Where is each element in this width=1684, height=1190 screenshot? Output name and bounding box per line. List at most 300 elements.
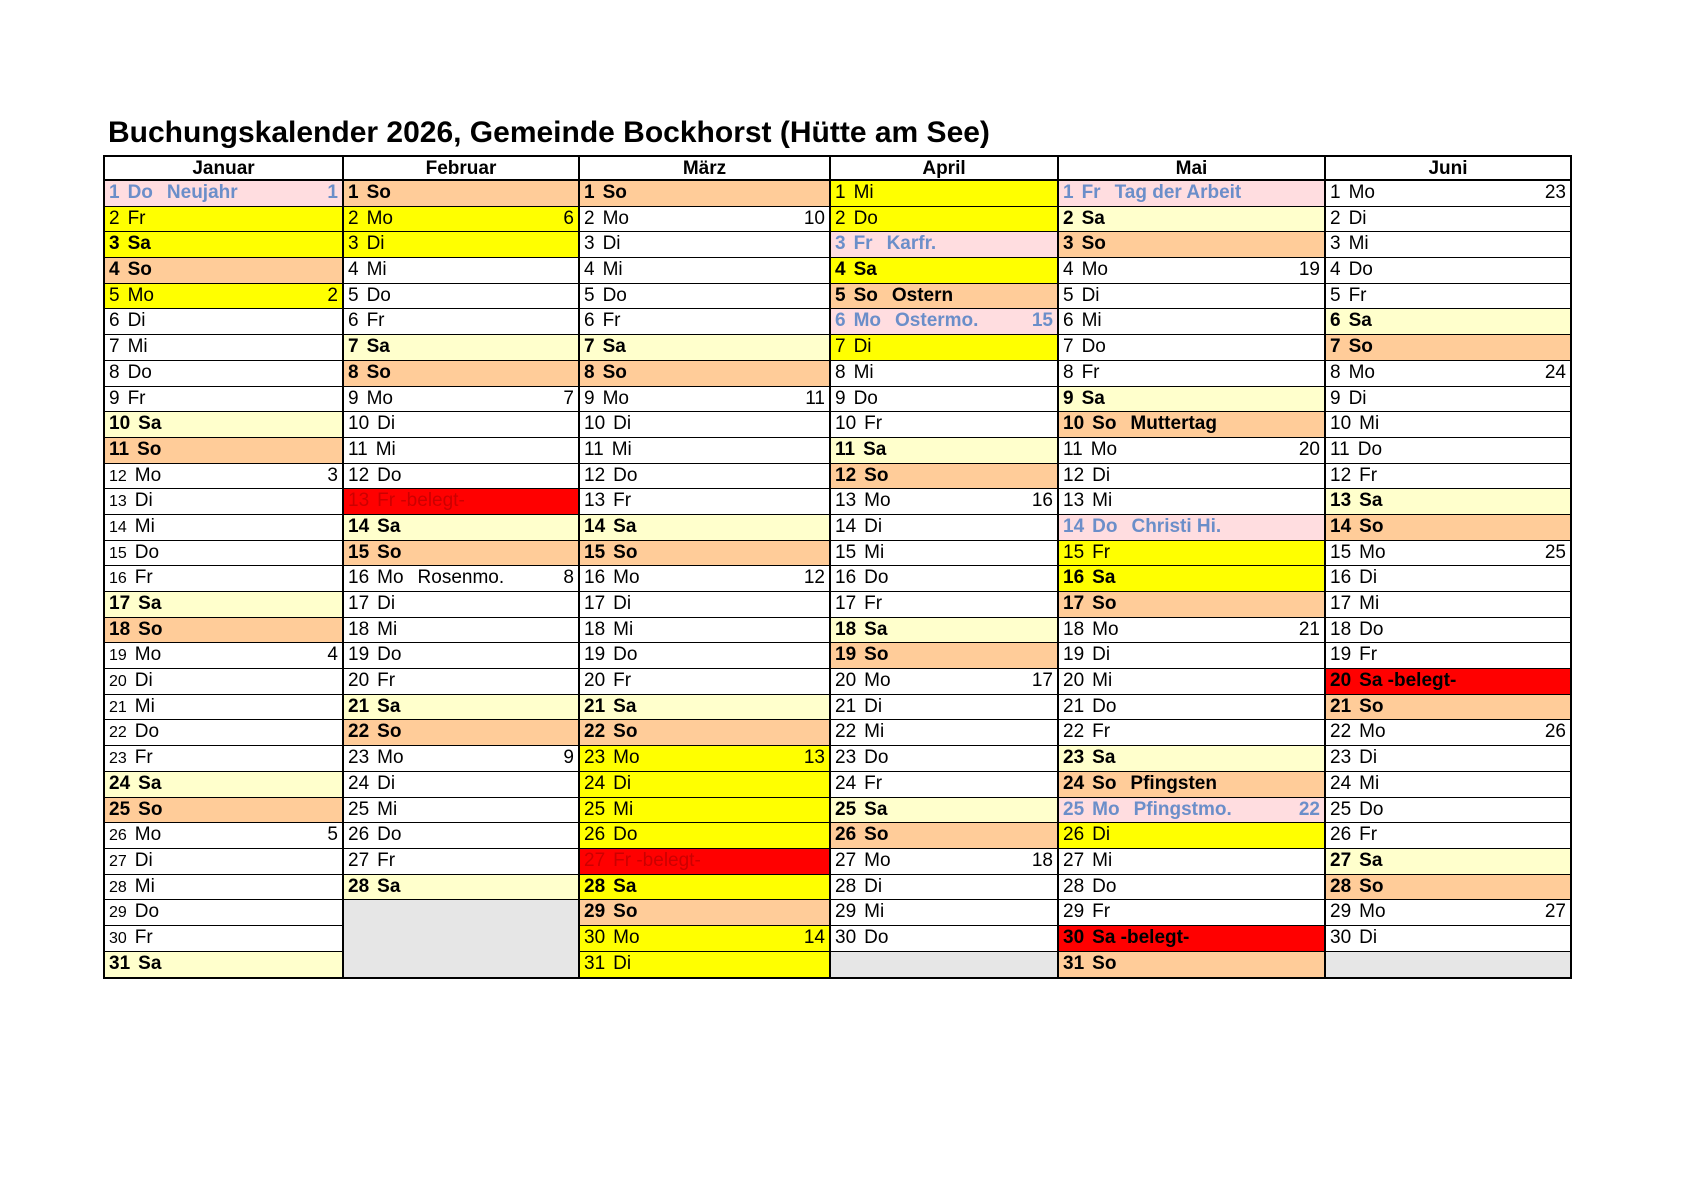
- day-number: 21: [109, 698, 127, 716]
- day-cell[interactable]: [1326, 669, 1570, 695]
- day-cell[interactable]: [344, 309, 578, 335]
- day-cell[interactable]: [1326, 335, 1570, 361]
- day-cell[interactable]: [344, 592, 578, 618]
- day-number: 16: [835, 567, 857, 589]
- weekday-label: So: [613, 541, 638, 563]
- weekday-label: Mi: [602, 259, 623, 281]
- empty-cell: [344, 900, 578, 977]
- weekday-label: Do: [127, 361, 152, 383]
- day-cell[interactable]: [344, 849, 578, 875]
- weekday-label: So: [1092, 772, 1117, 794]
- day-cell[interactable]: [105, 618, 342, 644]
- day-cell[interactable]: [1059, 258, 1324, 284]
- month-column: [344, 157, 580, 977]
- day-cell[interactable]: [1059, 515, 1324, 541]
- day-number: 19: [1330, 644, 1352, 666]
- day-cell[interactable]: [1059, 592, 1324, 618]
- weekday-label: So: [366, 361, 391, 383]
- day-number: 24: [1330, 772, 1352, 794]
- day-cell[interactable]: [344, 258, 578, 284]
- day-cell[interactable]: [1059, 849, 1324, 875]
- day-number: 6: [109, 310, 120, 332]
- day-number: 15: [584, 541, 606, 563]
- day-cell[interactable]: [1326, 464, 1570, 490]
- day-cell[interactable]: [831, 258, 1057, 284]
- week-number: 12: [803, 567, 825, 589]
- day-cell[interactable]: [1326, 412, 1570, 438]
- day-cell[interactable]: [580, 515, 829, 541]
- day-cell[interactable]: [1326, 720, 1570, 746]
- day-cell[interactable]: [1059, 618, 1324, 644]
- weekday-label: Sa: [138, 413, 162, 435]
- day-cell[interactable]: [1326, 798, 1570, 824]
- day-number: 29: [109, 904, 127, 922]
- day-number: 23: [584, 747, 606, 769]
- weekday-label: Sa: [377, 695, 401, 717]
- day-number: 28: [584, 875, 606, 897]
- day-cell[interactable]: [1326, 695, 1570, 721]
- day-number: 21: [584, 695, 606, 717]
- weekday-label: Fr: [613, 670, 632, 692]
- weekday-label: Sa: [1092, 747, 1116, 769]
- day-cell[interactable]: [580, 772, 829, 798]
- day-cell[interactable]: [831, 284, 1057, 310]
- day-number: 5: [109, 284, 120, 306]
- day-number: 22: [1063, 721, 1085, 743]
- day-cell[interactable]: [105, 438, 342, 464]
- weekday-label: Di: [1359, 926, 1378, 948]
- day-cell[interactable]: [580, 746, 829, 772]
- day-number: 4: [1330, 259, 1341, 281]
- day-cell[interactable]: [580, 232, 829, 258]
- weekday-label: So: [138, 798, 163, 820]
- day-cell[interactable]: [580, 387, 829, 413]
- day-cell[interactable]: [1326, 772, 1570, 798]
- day-cell[interactable]: [1326, 926, 1570, 952]
- day-cell[interactable]: [580, 309, 829, 335]
- day-cell[interactable]: [580, 952, 829, 978]
- day-cell[interactable]: [1326, 258, 1570, 284]
- day-number: 22: [835, 721, 857, 743]
- weekday-label: Do: [366, 284, 391, 306]
- week-number: 11: [805, 387, 825, 409]
- day-cell[interactable]: [1326, 618, 1570, 644]
- day-cell[interactable]: [1059, 412, 1324, 438]
- day-cell[interactable]: [1059, 207, 1324, 233]
- day-cell[interactable]: [1059, 926, 1324, 952]
- day-number: 2: [835, 207, 846, 229]
- day-cell[interactable]: [1059, 900, 1324, 926]
- day-cell[interactable]: [580, 438, 829, 464]
- weekday-label: Do: [1092, 515, 1118, 537]
- day-cell[interactable]: [1326, 592, 1570, 618]
- day-cell[interactable]: [344, 464, 578, 490]
- day-cell[interactable]: [831, 361, 1057, 387]
- day-cell[interactable]: [1059, 309, 1324, 335]
- day-cell[interactable]: [344, 489, 578, 515]
- day-number: 3: [835, 233, 846, 255]
- day-cell[interactable]: [344, 207, 578, 233]
- day-cell[interactable]: [105, 669, 342, 695]
- day-cell[interactable]: [580, 489, 829, 515]
- day-cell[interactable]: [1326, 515, 1570, 541]
- day-cell[interactable]: [580, 464, 829, 490]
- day-cell[interactable]: [105, 207, 342, 233]
- day-cell[interactable]: [105, 695, 342, 721]
- day-number: 6: [1330, 310, 1341, 332]
- day-number: 31: [1063, 952, 1085, 974]
- weekday-label: Sa: [1081, 207, 1105, 229]
- day-cell[interactable]: [344, 541, 578, 567]
- day-cell[interactable]: [1326, 489, 1570, 515]
- day-cell[interactable]: [105, 412, 342, 438]
- day-cell[interactable]: [344, 515, 578, 541]
- week-number: 8: [563, 567, 574, 589]
- week-number: 16: [1031, 490, 1053, 512]
- day-cell[interactable]: [580, 798, 829, 824]
- weekday-label: Sa: [138, 952, 162, 974]
- weekday-label: So: [864, 464, 889, 486]
- holiday-note: Rosenmo.: [417, 567, 505, 589]
- day-cell[interactable]: [344, 181, 578, 207]
- day-cell[interactable]: [1059, 695, 1324, 721]
- weekday-label: Fr: [134, 567, 153, 589]
- weekday-label: Do: [1359, 798, 1384, 820]
- week-number: 5: [327, 824, 338, 846]
- day-cell[interactable]: [344, 823, 578, 849]
- day-cell[interactable]: [105, 515, 342, 541]
- day-cell[interactable]: [105, 720, 342, 746]
- weekday-label: So: [377, 541, 402, 563]
- week-number: 18: [1031, 849, 1053, 871]
- day-cell[interactable]: [1059, 387, 1324, 413]
- day-cell[interactable]: [1059, 335, 1324, 361]
- day-cell[interactable]: [831, 746, 1057, 772]
- day-cell[interactable]: [344, 361, 578, 387]
- weekday-label: Do: [134, 541, 160, 563]
- weekday-label: So: [1348, 336, 1373, 358]
- day-number: 25: [348, 798, 370, 820]
- day-cell[interactable]: [1059, 438, 1324, 464]
- day-cell[interactable]: [105, 875, 342, 901]
- day-number: 19: [109, 647, 127, 665]
- day-cell[interactable]: [1326, 387, 1570, 413]
- day-cell[interactable]: [580, 695, 829, 721]
- day-number: 9: [835, 387, 846, 409]
- day-cell[interactable]: [105, 361, 342, 387]
- weekday-label: Fr: [613, 490, 632, 512]
- day-cell[interactable]: [831, 489, 1057, 515]
- day-cell[interactable]: [831, 592, 1057, 618]
- weekday-label: Mo: [864, 849, 891, 871]
- weekday-label: Di: [134, 490, 153, 512]
- weekday-label: Mi: [853, 361, 874, 383]
- day-cell[interactable]: [580, 720, 829, 746]
- day-cell[interactable]: [105, 258, 342, 284]
- day-cell[interactable]: [344, 438, 578, 464]
- day-number: 21: [348, 695, 370, 717]
- day-cell[interactable]: [1326, 232, 1570, 258]
- day-cell[interactable]: [344, 232, 578, 258]
- day-cell[interactable]: [580, 541, 829, 567]
- day-cell[interactable]: [344, 798, 578, 824]
- week-number: 24: [1544, 361, 1566, 383]
- day-cell[interactable]: [344, 695, 578, 721]
- day-cell[interactable]: [1059, 772, 1324, 798]
- day-cell[interactable]: [1059, 181, 1324, 207]
- weekday-label: Sa: [127, 233, 151, 255]
- day-cell[interactable]: [1059, 361, 1324, 387]
- day-cell[interactable]: [580, 926, 829, 952]
- week-number: 15: [1031, 310, 1053, 332]
- day-cell[interactable]: [1326, 566, 1570, 592]
- day-number: 14: [109, 518, 127, 536]
- day-cell[interactable]: [580, 823, 829, 849]
- day-cell[interactable]: [105, 541, 342, 567]
- day-cell[interactable]: [105, 232, 342, 258]
- day-number: 17: [584, 593, 606, 614]
- day-number: 7: [109, 336, 120, 358]
- day-cell[interactable]: [831, 772, 1057, 798]
- day-cell[interactable]: [831, 438, 1057, 464]
- day-cell[interactable]: [105, 464, 342, 490]
- day-cell[interactable]: [831, 798, 1057, 824]
- day-cell[interactable]: [580, 592, 829, 618]
- day-number: 21: [835, 695, 857, 717]
- day-cell[interactable]: [1059, 798, 1324, 824]
- day-cell[interactable]: [1059, 643, 1324, 669]
- day-cell[interactable]: [344, 875, 578, 901]
- day-number: 23: [1063, 747, 1085, 769]
- day-cell[interactable]: [344, 643, 578, 669]
- day-cell[interactable]: [1326, 207, 1570, 233]
- day-number: 26: [835, 824, 857, 846]
- day-cell[interactable]: [580, 181, 829, 207]
- day-cell[interactable]: [831, 207, 1057, 233]
- day-cell[interactable]: [105, 643, 342, 669]
- day-cell[interactable]: [831, 515, 1057, 541]
- day-cell[interactable]: [831, 541, 1057, 567]
- day-cell[interactable]: [831, 232, 1057, 258]
- weekday-label: Do: [127, 182, 153, 203]
- day-number: 1: [835, 182, 846, 203]
- week-number: 27: [1544, 901, 1566, 923]
- day-cell[interactable]: [344, 284, 578, 310]
- day-cell[interactable]: [1326, 823, 1570, 849]
- week-number: 14: [803, 926, 825, 948]
- day-cell[interactable]: [1326, 875, 1570, 901]
- day-cell[interactable]: [105, 309, 342, 335]
- day-cell[interactable]: [831, 387, 1057, 413]
- month-header: Januar: [105, 157, 342, 181]
- day-number: 19: [584, 644, 606, 666]
- day-cell[interactable]: [1059, 875, 1324, 901]
- day-number: 18: [1330, 618, 1352, 640]
- day-cell[interactable]: [344, 669, 578, 695]
- day-number: 28: [1330, 875, 1352, 897]
- day-cell[interactable]: [580, 284, 829, 310]
- day-cell[interactable]: [580, 875, 829, 901]
- day-cell[interactable]: [344, 772, 578, 798]
- weekday-label: Do: [1092, 695, 1117, 717]
- day-number: 9: [584, 387, 595, 409]
- day-cell[interactable]: [580, 207, 829, 233]
- day-cell[interactable]: [831, 618, 1057, 644]
- day-number: 19: [348, 644, 370, 666]
- day-number: 3: [1063, 233, 1074, 255]
- day-cell[interactable]: [580, 643, 829, 669]
- weekday-label: Mi: [1359, 772, 1380, 794]
- day-cell[interactable]: [831, 669, 1057, 695]
- weekday-label: Fr: [1081, 361, 1100, 383]
- holiday-note: Tag der Arbeit: [1114, 182, 1242, 203]
- day-cell[interactable]: [831, 875, 1057, 901]
- day-cell[interactable]: [105, 849, 342, 875]
- day-number: 15: [109, 544, 127, 562]
- weekday-label: Mi: [611, 438, 632, 460]
- day-cell[interactable]: [105, 284, 342, 310]
- day-cell[interactable]: [580, 335, 829, 361]
- day-number: 18: [109, 618, 131, 640]
- day-cell[interactable]: [831, 720, 1057, 746]
- day-number: 13: [109, 493, 127, 511]
- day-cell[interactable]: [1326, 746, 1570, 772]
- day-cell[interactable]: [105, 952, 342, 978]
- day-cell[interactable]: [1326, 643, 1570, 669]
- day-cell[interactable]: [580, 566, 829, 592]
- day-cell[interactable]: [1059, 823, 1324, 849]
- day-number: 27: [1063, 849, 1085, 871]
- day-cell[interactable]: [105, 926, 342, 952]
- week-number: 13: [803, 747, 825, 769]
- day-cell[interactable]: [1326, 284, 1570, 310]
- weekday-label: Di: [1348, 207, 1367, 229]
- day-cell[interactable]: [105, 489, 342, 515]
- day-cell[interactable]: [1059, 489, 1324, 515]
- week-number: 2: [327, 284, 338, 306]
- day-cell[interactable]: [105, 900, 342, 926]
- day-cell[interactable]: [1326, 541, 1570, 567]
- day-cell[interactable]: [1059, 566, 1324, 592]
- day-cell[interactable]: [1326, 438, 1570, 464]
- day-cell[interactable]: [831, 335, 1057, 361]
- weekday-label: Mi: [134, 695, 155, 717]
- day-cell[interactable]: [105, 772, 342, 798]
- day-cell[interactable]: [105, 335, 342, 361]
- day-cell[interactable]: [1059, 284, 1324, 310]
- day-number: 1: [109, 182, 120, 203]
- day-cell[interactable]: [1059, 541, 1324, 567]
- weekday-label: Mo: [864, 490, 891, 512]
- day-cell[interactable]: [344, 720, 578, 746]
- day-cell[interactable]: [580, 900, 829, 926]
- day-cell[interactable]: [1059, 746, 1324, 772]
- day-cell[interactable]: [344, 746, 578, 772]
- day-cell[interactable]: [344, 387, 578, 413]
- day-cell[interactable]: [344, 566, 578, 592]
- day-cell[interactable]: [105, 592, 342, 618]
- day-cell[interactable]: [831, 412, 1057, 438]
- day-cell[interactable]: [1059, 232, 1324, 258]
- day-cell[interactable]: [105, 823, 342, 849]
- day-cell[interactable]: [1326, 900, 1570, 926]
- week-number: 25: [1544, 541, 1566, 563]
- day-cell[interactable]: [831, 695, 1057, 721]
- day-cell[interactable]: [105, 798, 342, 824]
- day-cell[interactable]: [344, 335, 578, 361]
- day-cell[interactable]: [344, 618, 578, 644]
- day-cell[interactable]: [105, 746, 342, 772]
- day-number: 1: [584, 182, 595, 203]
- day-number: 4: [1063, 259, 1074, 281]
- weekday-label: Mi: [1092, 490, 1113, 512]
- calendar-grid: [103, 155, 1572, 979]
- weekday-label: Do: [1359, 618, 1384, 640]
- weekday-label: Di: [127, 310, 146, 332]
- weekday-label: Fr: [853, 233, 873, 255]
- day-cell[interactable]: [580, 412, 829, 438]
- weekday-label: So: [138, 618, 163, 640]
- month-column: [831, 157, 1059, 977]
- day-cell[interactable]: [344, 412, 578, 438]
- weekday-label: Sa: [613, 515, 637, 537]
- weekday-label: Di: [1348, 387, 1367, 409]
- day-cell[interactable]: [1326, 849, 1570, 875]
- day-cell[interactable]: [1326, 181, 1570, 207]
- day-number: 20: [348, 670, 370, 692]
- weekday-label: Di: [1081, 284, 1100, 306]
- day-cell[interactable]: [580, 361, 829, 387]
- weekday-label: So: [1092, 593, 1117, 614]
- day-cell[interactable]: [580, 849, 829, 875]
- day-cell[interactable]: [831, 643, 1057, 669]
- day-cell[interactable]: [580, 258, 829, 284]
- weekday-label: Di: [1092, 464, 1111, 486]
- weekday-label: Fr: [134, 926, 153, 948]
- day-number: 12: [348, 464, 370, 486]
- weekday-label: Do: [134, 721, 160, 743]
- day-cell[interactable]: [831, 464, 1057, 490]
- day-cell[interactable]: [1059, 669, 1324, 695]
- day-cell[interactable]: [1059, 720, 1324, 746]
- weekday-label: Mi: [864, 721, 885, 743]
- day-cell[interactable]: [580, 669, 829, 695]
- day-number: 22: [1330, 721, 1352, 743]
- day-cell[interactable]: [105, 181, 342, 207]
- day-number: 26: [1330, 824, 1352, 846]
- day-cell[interactable]: [105, 566, 342, 592]
- holiday-note: Neujahr: [166, 182, 238, 203]
- day-cell[interactable]: [831, 900, 1057, 926]
- day-cell[interactable]: [831, 309, 1057, 335]
- day-cell[interactable]: [580, 618, 829, 644]
- weekday-label: Do: [613, 824, 638, 846]
- day-cell[interactable]: [831, 926, 1057, 952]
- day-cell[interactable]: [831, 849, 1057, 875]
- day-cell[interactable]: [831, 181, 1057, 207]
- weekday-label: Mi: [864, 901, 885, 923]
- day-cell[interactable]: [1059, 952, 1324, 978]
- weekday-label: Mo: [1359, 721, 1386, 743]
- day-cell[interactable]: [831, 823, 1057, 849]
- week-number: 26: [1544, 721, 1566, 743]
- day-cell[interactable]: [1326, 309, 1570, 335]
- day-number: 11: [584, 438, 604, 460]
- day-cell[interactable]: [1059, 464, 1324, 490]
- day-cell[interactable]: [105, 387, 342, 413]
- day-cell[interactable]: [1326, 361, 1570, 387]
- day-cell[interactable]: [831, 566, 1057, 592]
